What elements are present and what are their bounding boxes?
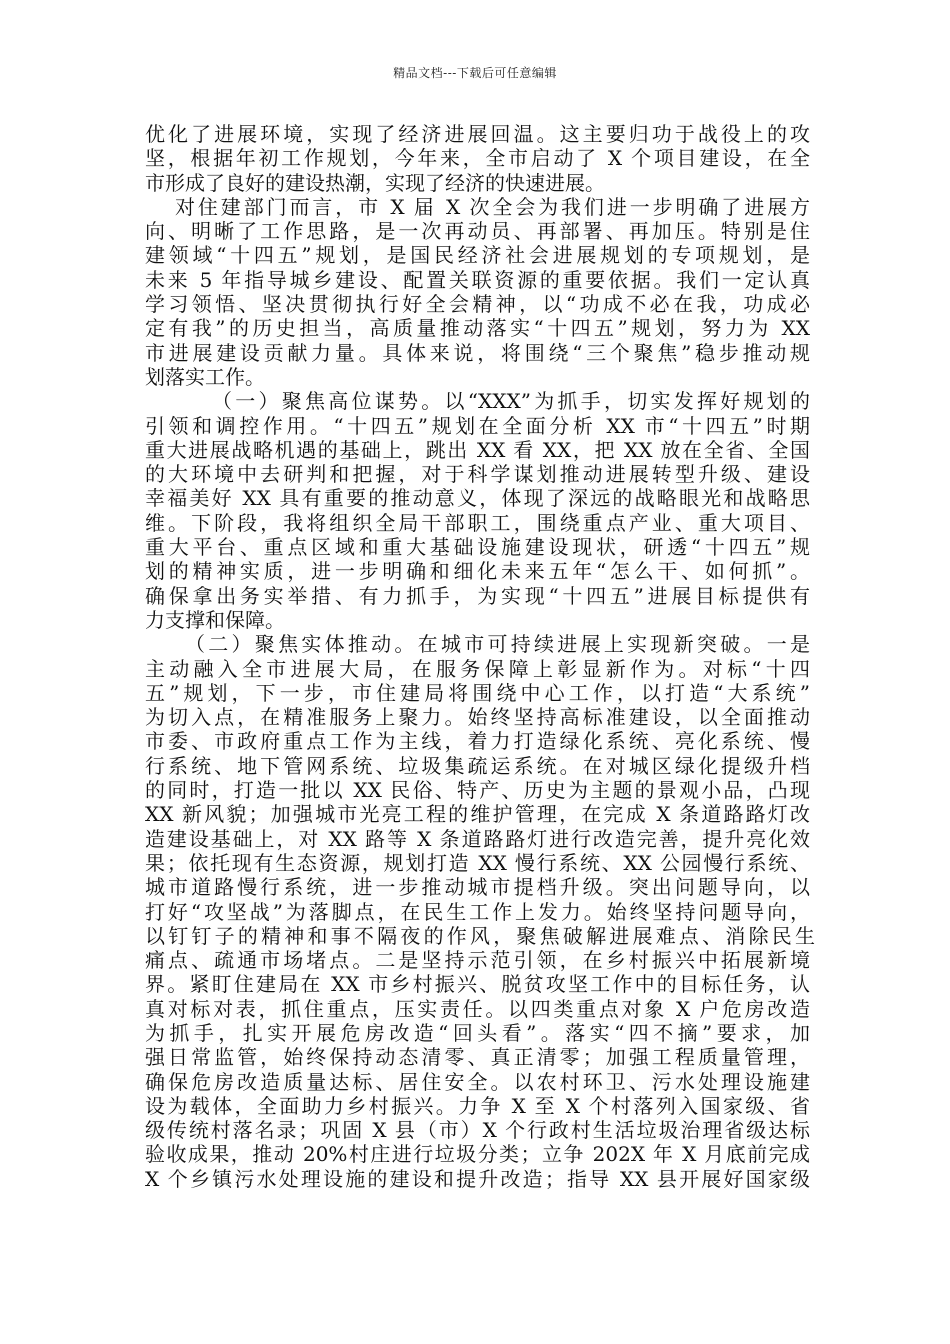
text-line: 幸福美好 XX 具有重要的推动意义，体现了深远的战略眼光和战略思 — [145, 486, 810, 511]
text-line: 市委、市政府重点工作为主线，着力打造绿化系统、亮化系统、慢 — [145, 729, 810, 754]
text-line: 级传统村落名录；巩固 X 县（市）X 个行政村生活垃圾治理省级达标 — [145, 1118, 810, 1143]
text-line: 设为载体，全面助力乡村振兴。力争 X 至 X 个村落列入国家级、省 — [145, 1093, 810, 1118]
text-line: 痛点、疏通市场堵点。二是坚持示范引领，在乡村振兴中拓展新境 — [145, 948, 810, 973]
text-line: 强日常监管，始终保持动态清零、真正清零；加强工程质量管理， — [145, 1045, 810, 1070]
text-line: 五”规划，下一步，市住建局将围绕中心工作，以打造“大系统” — [145, 680, 810, 705]
text-line: 城市道路慢行系统，进一步推动城市提档升级。突出问题导向，以 — [145, 875, 810, 900]
text-line: 市形成了良好的建设热潮，实现了经济的快速进展。 — [145, 170, 605, 195]
text-line: 重大平台、重点区域和重大基础设施建设现状，研透“十四五”规 — [145, 535, 810, 560]
text-line: 引领和调控作用。“十四五”规划在全面分析 XX 市“十四五”时期 — [145, 413, 810, 438]
text-line: 优化了进展环境，实现了经济进展回温。这主要归功于战役上的攻 — [145, 122, 810, 146]
text-line: 确保危房改造质量达标、居住安全。以农村环卫、污水处理设施建 — [145, 1069, 810, 1094]
text-line: 划落实工作。 — [145, 364, 265, 389]
text-line: 造建设基础上，对 XX 路等 X 条道路路灯进行改造完善，提升亮化效 — [145, 826, 810, 851]
text-line: 的大环境中去研判和把握，对于科学谋划推动进展转型升级、建设 — [145, 462, 810, 487]
text-line: 的同时，打造一批以 XX 民俗、特产、历史为主题的景观小品，凸现 — [145, 778, 810, 803]
text-line: 主动融入全市进展大局，在服务保障上彰显新作为。对标“十四 — [145, 656, 810, 681]
text-line: 划的精神实质，进一步明确和细化未来五年“怎么干、如何抓”。 — [145, 559, 810, 584]
text-line: 未来 5 年指导城乡建设、配置关联资源的重要依据。我们一定认真 — [145, 267, 810, 292]
text-line: XX 新风貌；加强城市光亮工程的维护管理，在完成 X 条道路路灯改 — [145, 802, 810, 827]
text-line: 果；依托现有生态资源，规划打造 XX 慢行系统、XX 公园慢行系统、 — [145, 850, 810, 875]
paragraph-first-line: 对住建部门而言，市 X 届 X 次全会为我们进一步明确了进展方 — [175, 194, 810, 219]
text-line — [145, 1191, 810, 1215]
text-line: X 个乡镇污水处理设施的建设和提升改造；指导 XX 县开展好国家级 — [145, 1166, 810, 1191]
text-line: 建领域“十四五”规划，是国民经济社会进展规划的专项规划，是 — [145, 243, 810, 268]
text-line: 真对标对表，抓住重点，压实责任。以四类重点对象 X 户危房改造 — [145, 996, 810, 1021]
text-line: 定有我”的历史担当，高质量推动落实“十四五”规划，努力为 XX — [145, 316, 810, 341]
text-line: 确保拿出务实举措、有力抓手，为实现“十四五”进展目标提供有 — [145, 583, 810, 608]
text-line: 学习领悟、坚决贯彻执行好全会精神，以“功成不必在我，功成必 — [145, 292, 810, 317]
text-line: 向、明晰了工作思路，是一次再动员、再部署、再加压。特别是住 — [145, 219, 810, 244]
page-header: 精品文档---下载后可任意编辑 — [393, 66, 557, 80]
text-line: 力支撑和保障。 — [145, 607, 285, 632]
text-line: 以钉钉子的精神和事不隔夜的作风，聚焦破解进展难点、消除民生 — [145, 923, 815, 948]
document-body — [145, 122, 815, 1215]
text-line: 打好“攻坚战”为落脚点，在民生工作上发力。始终坚持问题导向， — [145, 899, 810, 924]
text-line: 坚，根据年初工作规划，今年来，全市启动了 X 个项目建设，在全 — [145, 146, 810, 171]
text-line: 为切入点，在精准服务上聚力。始终坚持高标准建设，以全面推动 — [145, 705, 810, 730]
text-line: 重大进展战略机遇的基础上，跳出 XX 看 XX，把 XX 放在全省、全国 — [145, 437, 810, 462]
section-heading-line: （二）聚焦实体推动。在城市可持续进展上实现新突破。一是 — [185, 632, 810, 657]
text-line: 市进展建设贡献力量。具体来说，将围绕“三个聚焦”稳步推动规 — [145, 340, 810, 365]
text-line: 验收成果，推动 20%村庄进行垃圾分类；立争 202X 年 X 月底前完成 — [145, 1142, 810, 1167]
text-line: 行系统、地下管网系统、垃圾集疏运系统。在对城区绿化提级升档 — [145, 753, 810, 778]
section-heading-line: （一）聚焦高位谋势。以“XXX”为抓手，切实发挥好规划的 — [212, 389, 810, 414]
text-line: 维。下阶段，我将组织全局干部职工，围绕重点产业、重大项目、 — [145, 510, 810, 535]
text-line: 为抓手，扎实开展危房改造“回头看”。落实“四不摘”要求，加 — [145, 1020, 810, 1045]
text-line: 界。紧盯住建局在 XX 市乡村振兴、脱贫攻坚工作中的目标任务，认 — [145, 972, 810, 997]
